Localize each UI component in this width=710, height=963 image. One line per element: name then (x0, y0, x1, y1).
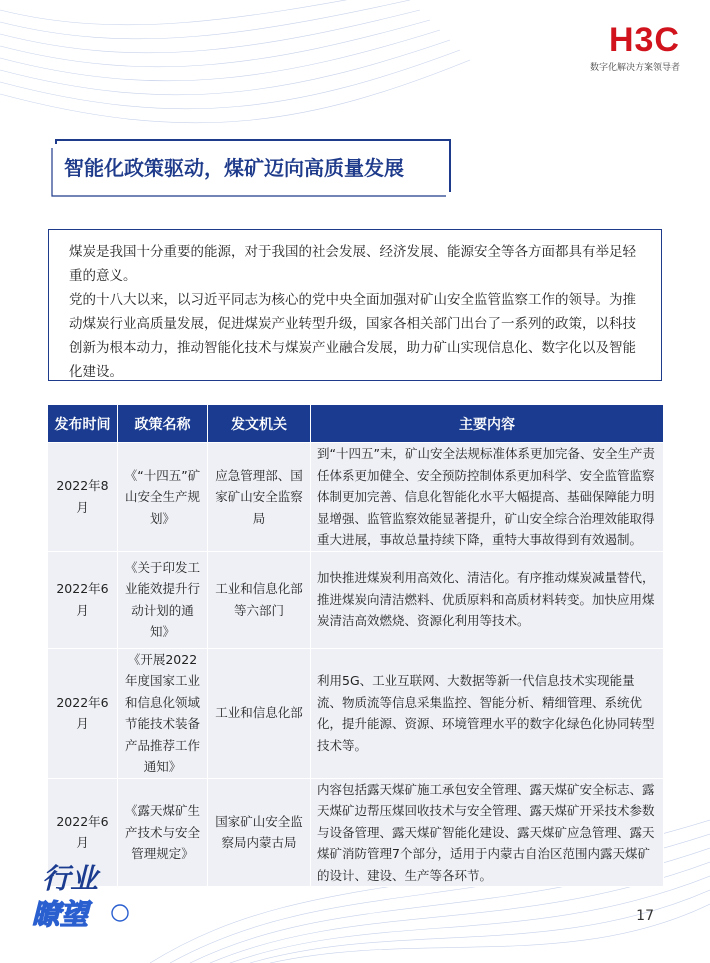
row-date: 2022年8月 (48, 443, 118, 552)
row-agency: 国家矿山安全监察局内蒙古局 (208, 778, 311, 887)
section-title: 智能化政策驱动，煤矿迈向高质量发展 (64, 156, 404, 180)
row-policy-name: 《露天煤矿生产技术与安全管理规定》 (118, 778, 208, 887)
row-agency: 应急管理部、国家矿山安全监察局 (208, 443, 311, 552)
row-agency: 工业和信息化部等六部门 (208, 551, 311, 648)
header-policy-name: 政策名称 (118, 405, 208, 443)
row-content: 内容包括露天煤矿施工承包安全管理、露天煤矿安全标志、露天煤矿边帮压煤回收技术与安全管理、露天煤矿开采技术参数与设备管理、露天煤矿智能化建设、露天煤矿应急管理、露天煤矿消防管理7个部分，适用于内蒙古自治区范围内露天煤矿的设计、建设、生产等各环节。 (311, 778, 664, 887)
header-date: 发布时间 (48, 405, 118, 443)
row-content: 加快推进煤炭利用高效化、清洁化。有序推动煤炭减量替代，推进煤炭向清洁燃料、优质原料和高质材料转变。加快应用煤炭清洁高效燃烧、资源化利用等技术。 (311, 551, 664, 648)
row-date: 2022年6月 (48, 551, 118, 648)
row-date: 2022年6月 (48, 648, 118, 778)
table-row (48, 778, 664, 887)
row-date: 2022年6月 (48, 778, 118, 887)
table-header-row (48, 405, 664, 443)
table-row (48, 443, 664, 552)
row-content: 利用5G、工业互联网、大数据等新一代信息技术实现能量流、物质流等信息采集监控、智能分析、精细管理、系统优化，提升能源、资源、环境管理水平的数字化绿色化协同转型技术等。 (311, 648, 664, 778)
row-policy-name: 《开展2022年度国家工业和信息化领域节能技术装备产品推荐工作通知》 (118, 648, 208, 778)
logo-tagline: 数字化解决方案领导者 (589, 63, 680, 73)
brand-eye-icon (112, 905, 128, 921)
brand-line-2: 瞭望 (32, 898, 89, 931)
row-policy-name: 《关于印发工业能效提升行动计划的通知》 (118, 551, 208, 648)
header-agency: 发文机关 (208, 405, 311, 443)
header-content: 主要内容 (311, 405, 664, 443)
page-number: 17 (636, 908, 654, 924)
industry-outlook-logo (28, 858, 138, 938)
logo-text: H3C (608, 21, 680, 59)
row-agency: 工业和信息化部 (208, 648, 311, 778)
table-row (48, 648, 664, 778)
h3c-logo (590, 22, 680, 73)
policy-table (47, 404, 664, 887)
table-row (48, 551, 664, 648)
intro-paragraph-1: 煤炭是我国十分重要的能源，对于我国的社会发展、经济发展、能源安全等各方面都具有举足轻重的意义。 (69, 244, 636, 284)
row-policy-name: 《“十四五”矿山安全生产规划》 (118, 443, 208, 552)
intro-box (48, 229, 662, 381)
intro-paragraph-2: 党的十八大以来，以习近平同志为核心的党中央全面加强对矿山安全监管监察工作的领导。为推动煤炭行业高质量发展，促进煤炭产业转型升级，国家各相关部门出台了一系列的政策，以科技创新为根本动力，推动智能化技术与煤炭产业融合发展，助力矿山实现信息化、数字化以及智能化建设。 (69, 292, 636, 380)
brand-line-1: 行业 (42, 862, 99, 895)
section-title-box (50, 136, 456, 200)
row-content: 到“十四五”末，矿山安全法规标准体系更加完备、安全生产责任体系更加健全、安全预防控制体系更加科学、安全监管监察体制更加完善、信息化智能化水平大幅提高、基础保障能力明显增强、监管监察效能显著提升，矿山安全综合治理效能取得重大进展，事故总量持续下降，重特大事故得到有效遏制。 (311, 443, 664, 552)
